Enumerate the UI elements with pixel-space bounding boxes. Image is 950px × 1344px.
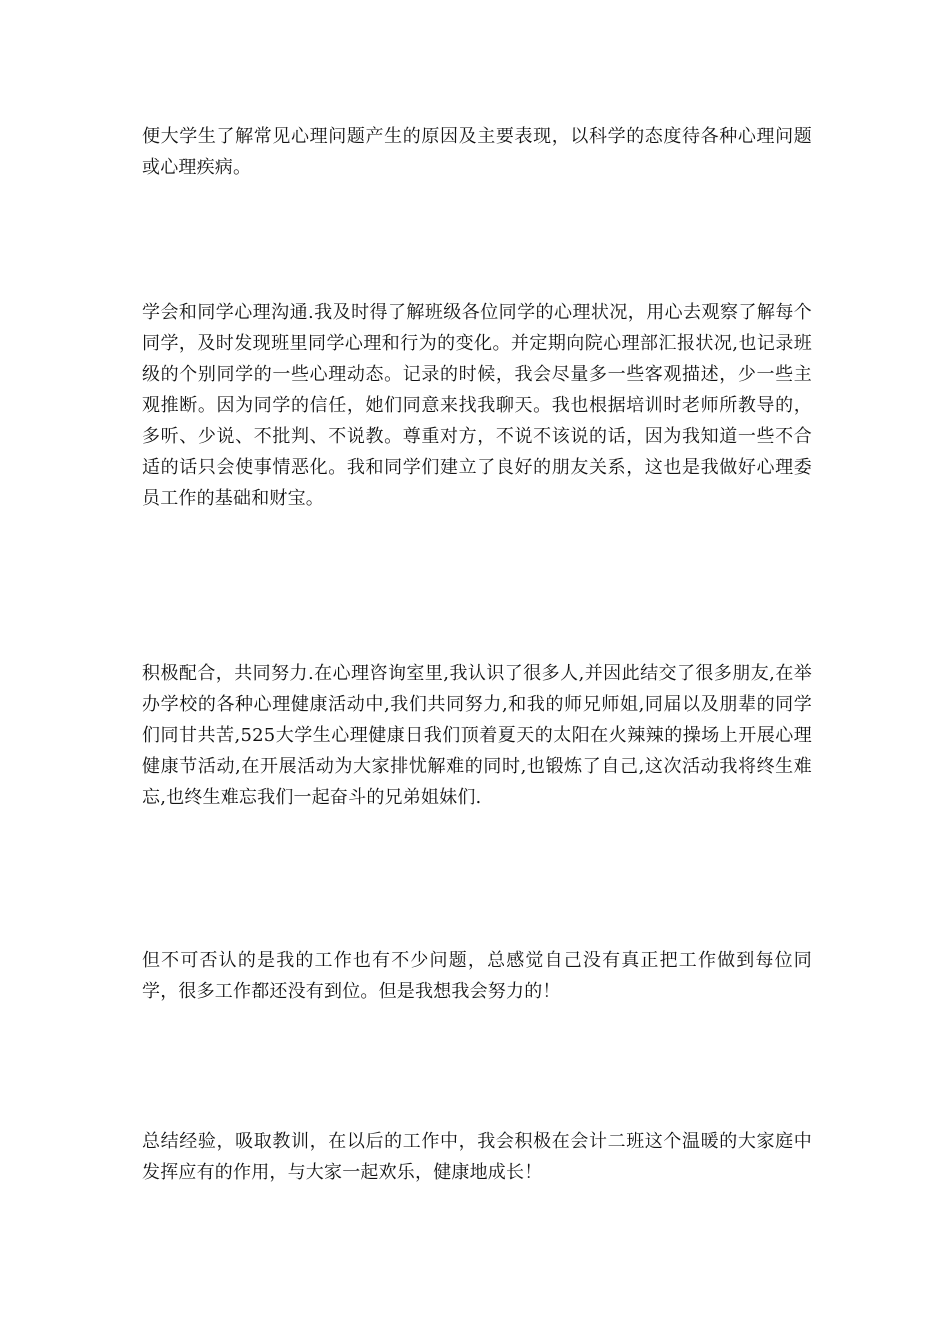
paragraph-cooperation-and-effort: 积极配合，共同努力.在心理咨询室里,我认识了很多人,并因此结交了很多朋友,在举办学校的各种心理健康活动中,我们共同努力,和我的师兄师姐,同届以及朋辈的同学们同甘共苦,525大学生心理健康日我们顶着夏天的太阳在火辣辣的操场上开展心理健康节活动,在开展活动为大家排忧解难的同时,也锻炼了自己,这次活动我将终生难忘,也终生难忘我们一起奋斗的兄弟姐妹们. [142, 663, 812, 808]
paragraph-causes-of-psychological-problems: 便大学生了解常见心理问题产生的原因及主要表现，以科学的态度待各种心理问题或心理疾病。 [142, 126, 812, 178]
paragraph-shortcomings: 但不可否认的是我的工作也有不少问题，总感觉自己没有真正把工作做到每位同学，很多工作都还没有到位。但是我想我会努力的！ [142, 950, 812, 1002]
paragraph-communication-with-classmates: 学会和同学心理沟通.我及时得了解班级各位同学的心理状况，用心去观察了解每个同学，及时发现班里同学心理和行为的变化。并定期向院心理部汇报状况,也记录班级的个别同学的一些心理动态。记录的时候，我会尽量多一些客观描述，少一些主观推断。因为同学的信任，她们同意来找我聊天。我也根据培训时老师所教导的，多听、少说、不批判、不说教。尊重对方，不说不该说的话，因为我知道一些不合适的话只会使事情恶化。我和同学们建立了良好的朋友关系，这也是我做好心理委员工作的基础和财宝。 [142, 302, 812, 509]
paragraph-summary: 总结经验，吸取教训，在以后的工作中，我会积极在会计二班这个温暖的大家庭中发挥应有的作用，与大家一起欢乐，健康地成长！ [142, 1131, 812, 1183]
